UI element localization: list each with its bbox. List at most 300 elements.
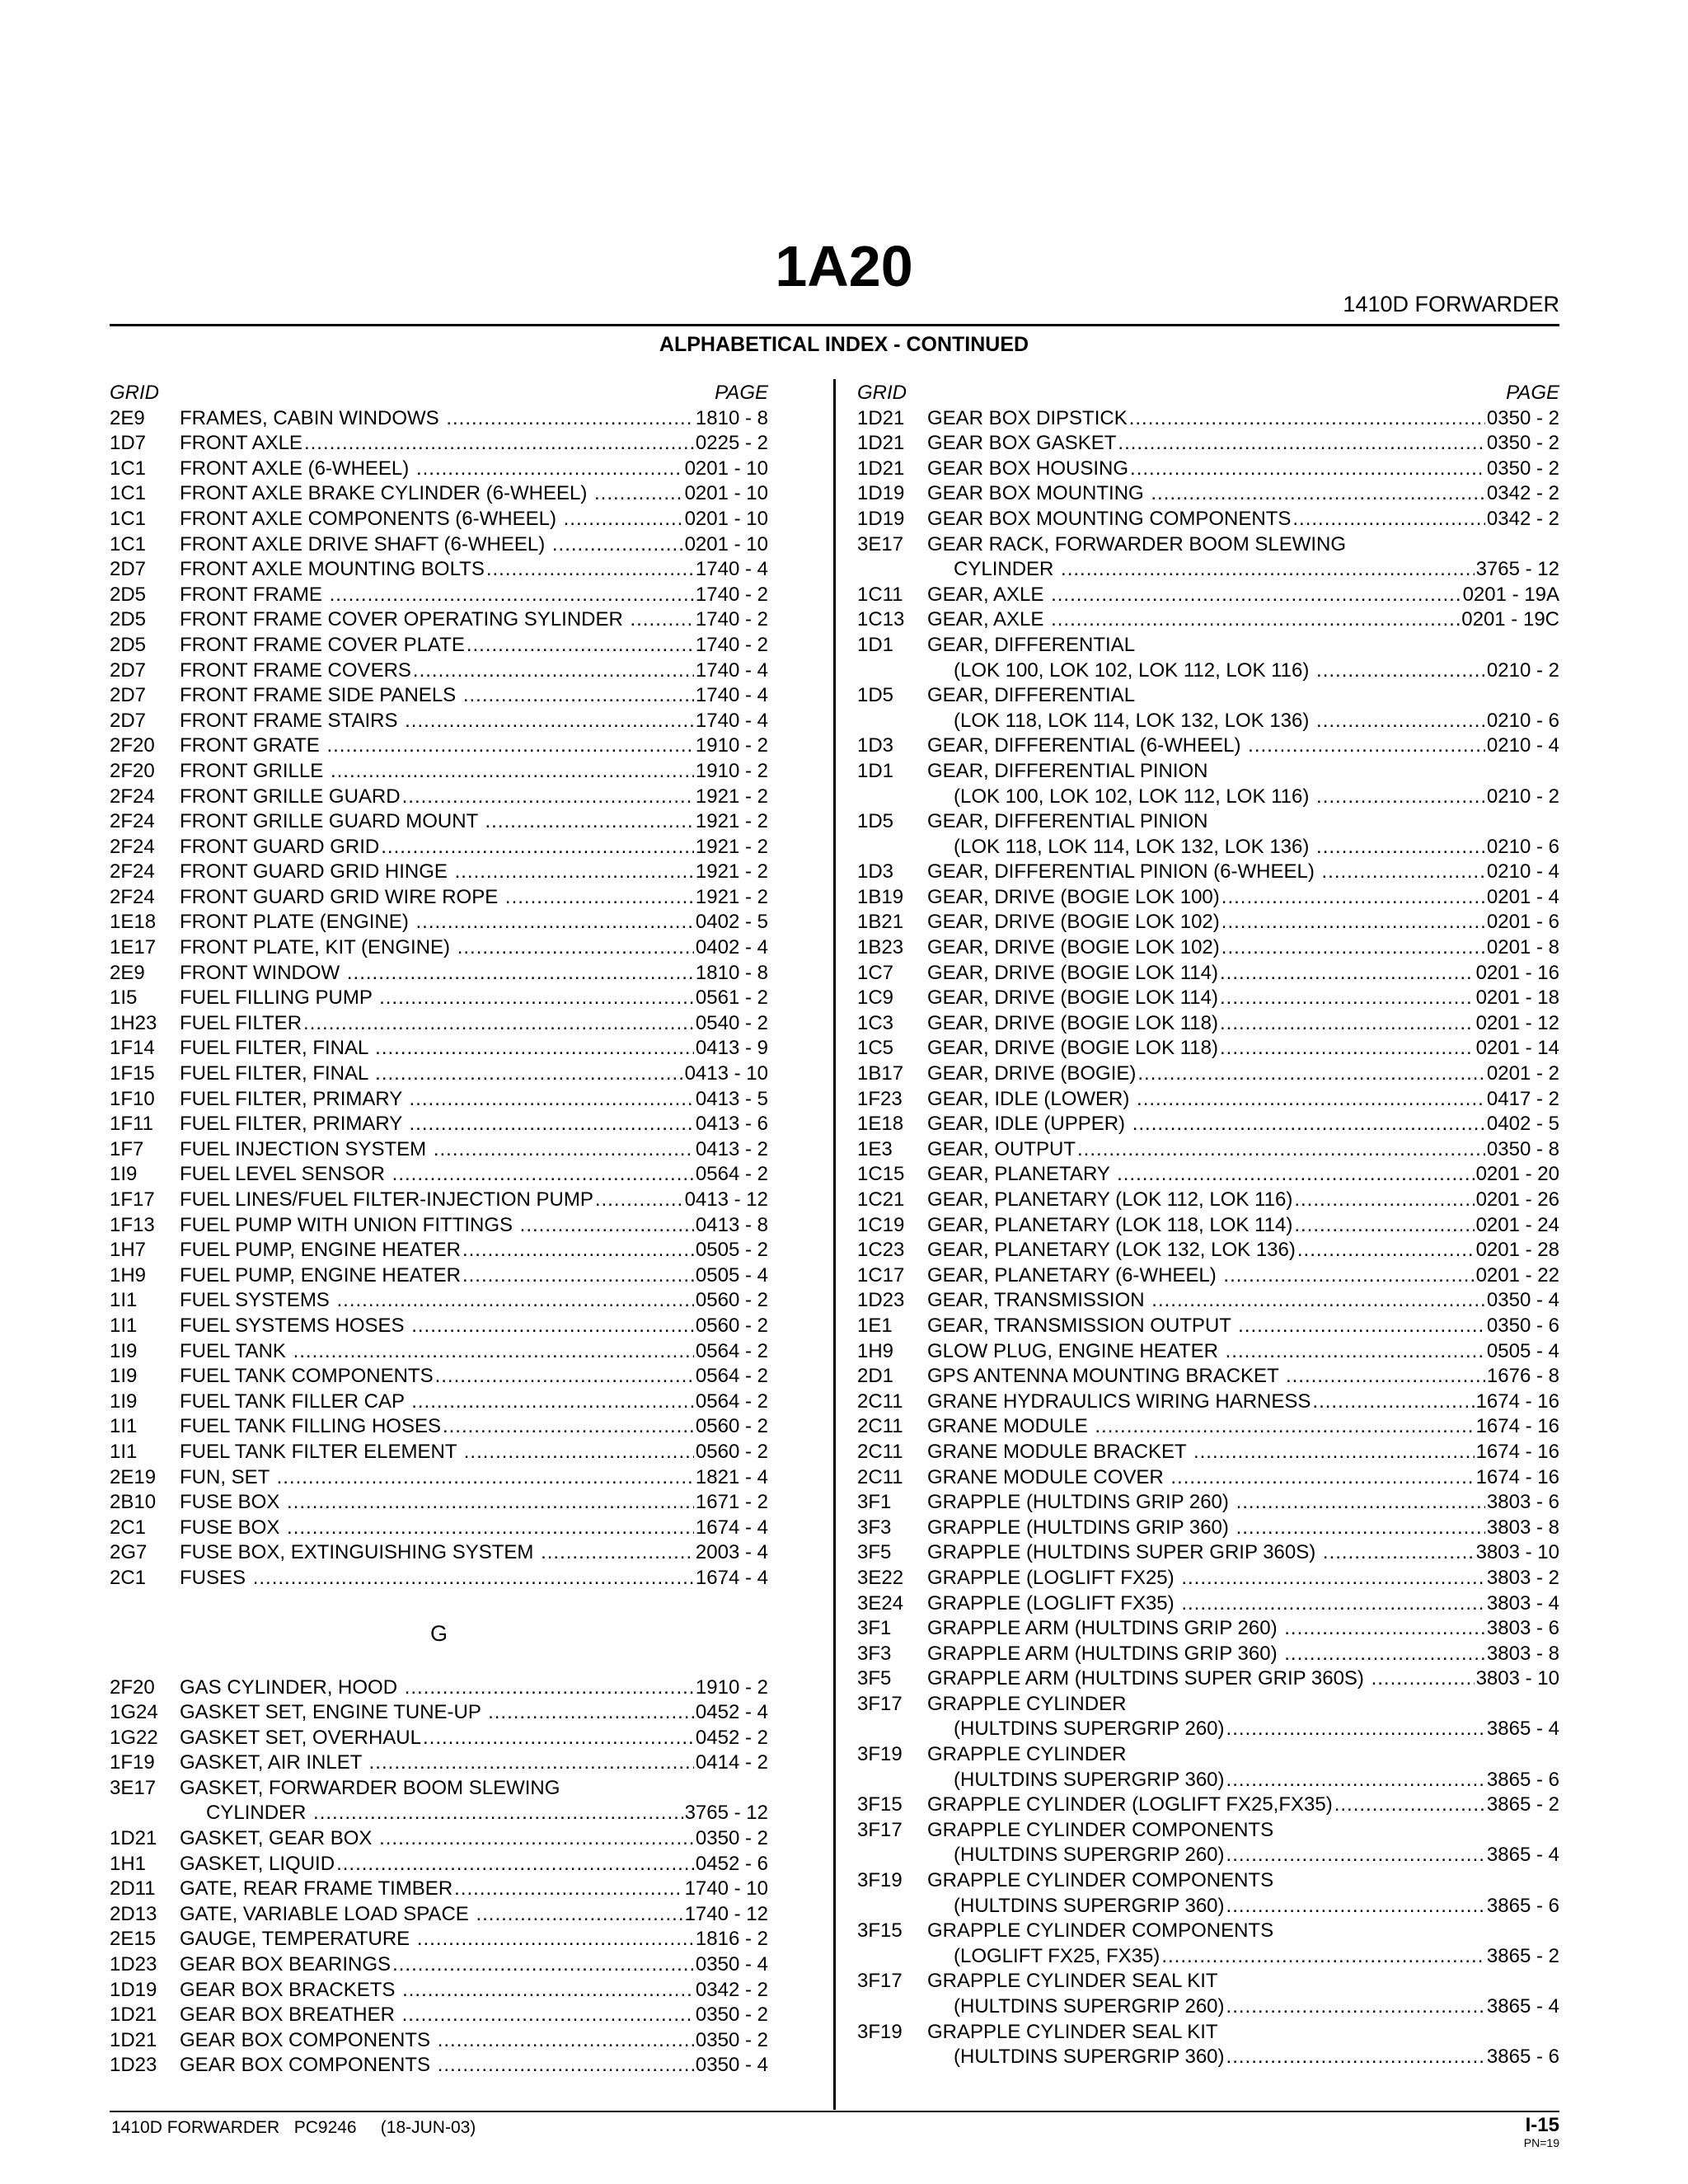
entry-description-wrap — [180, 2028, 696, 2054]
entry-description-wrap — [927, 1263, 1476, 1289]
entry-description: FRONT FRAME SIDE PANELS — [180, 684, 462, 707]
entry-description: GRAPPLE (LOGLIFT FX25) — [927, 1566, 1180, 1589]
entry-description-wrap — [180, 1087, 696, 1113]
entry-description: FRONT AXLE MOUNTING BOLTS — [180, 558, 485, 581]
entry-description-wrap — [180, 1566, 696, 1591]
page-header: PAGE — [1506, 382, 1559, 404]
index-entry — [857, 481, 1559, 507]
page-ref: 0561 - 2 — [695, 987, 768, 1010]
index-entry — [110, 910, 768, 935]
entry-description: GRAPPLE CYLINDER — [927, 1743, 1127, 1766]
index-entry — [857, 507, 1559, 532]
dot-leader — [1161, 1944, 1485, 1970]
entry-description: FUEL FILTER, FINAL — [180, 1037, 374, 1060]
index-entry — [857, 1843, 1559, 1868]
entry-description-wrap — [180, 1339, 696, 1365]
index-entry — [110, 1490, 768, 1516]
entry-description-wrap — [927, 785, 1487, 810]
dot-leader — [1117, 1162, 1474, 1188]
dot-leader — [1297, 1238, 1475, 1263]
grid-ref: 1E17 — [110, 936, 157, 959]
dot-leader — [1118, 431, 1485, 457]
entry-description-wrap — [180, 1062, 685, 1087]
index-entry — [110, 431, 768, 457]
dot-leader — [1226, 1994, 1485, 2020]
entry-description-wrap — [927, 457, 1487, 482]
page-ref: 3865 - 2 — [1486, 1944, 1559, 1967]
index-entry — [857, 1616, 1559, 1642]
entry-description: FUEL LEVEL SENSOR — [180, 1163, 391, 1186]
entry-description: GEAR BOX COMPONENTS — [180, 2054, 436, 2077]
entry-description-wrap — [180, 406, 696, 432]
dot-leader — [1220, 1011, 1475, 1037]
grid-ref: 1F19 — [110, 1751, 155, 1774]
index-entry — [110, 1137, 768, 1163]
entry-description-wrap — [927, 1238, 1476, 1263]
entry-description: FUEL TANK FILTER ELEMENT — [180, 1440, 462, 1463]
entry-description-wrap — [180, 1213, 696, 1239]
grid-ref: 2E15 — [110, 1928, 157, 1951]
dot-leader — [1286, 1364, 1485, 1390]
dot-leader — [455, 860, 694, 885]
grid-ref: 2D11 — [110, 1877, 156, 1900]
entry-description: CYLINDER — [206, 1802, 312, 1825]
entry-description: FRONT AXLE (6-WHEEL) — [180, 457, 415, 480]
page-ref: 3803 - 6 — [1486, 1491, 1559, 1514]
dot-leader — [303, 1011, 694, 1037]
grid-ref: 1D23 — [857, 1289, 905, 1312]
grid-ref: 3E17 — [857, 532, 904, 555]
entry-description: (HULTDINS SUPERGRIP 360) — [954, 1768, 1225, 1791]
index-entry — [110, 1188, 768, 1213]
page-ref: 0560 - 2 — [695, 1440, 768, 1463]
entry-description-wrap — [180, 986, 696, 1011]
index-entry — [110, 1162, 768, 1188]
entry-description: GRAPPLE ARM (HULTDINS SUPER GRIP 360S) — [927, 1667, 1370, 1690]
dot-leader — [520, 1213, 694, 1239]
dot-leader — [1151, 1288, 1485, 1314]
entry-description: GASKET SET, OVERHAUL — [180, 1726, 421, 1749]
entry-description: GASKET, AIR INLET — [180, 1751, 368, 1774]
dot-leader — [1316, 658, 1485, 684]
entry-description-wrap — [927, 1616, 1487, 1642]
grid-ref: 1C15 — [857, 1163, 905, 1186]
dot-leader — [1226, 1768, 1485, 1793]
dot-leader — [1236, 1516, 1485, 1541]
grid-ref: 1B23 — [857, 936, 904, 959]
entry-description: (HULTDINS SUPERGRIP 360) — [954, 1894, 1225, 1917]
index-entry — [110, 583, 768, 608]
index-entry — [857, 961, 1559, 987]
page-ref: 1740 - 10 — [684, 1877, 768, 1900]
page-ref: 0350 - 2 — [1486, 406, 1559, 429]
dot-leader — [564, 507, 683, 532]
index-entry — [857, 1036, 1559, 1062]
page-ref: 0560 - 2 — [695, 1314, 768, 1337]
entry-description-wrap — [927, 1717, 1487, 1742]
index-entry — [110, 1087, 768, 1113]
dot-leader — [293, 1339, 694, 1365]
index-entry — [110, 2028, 768, 2054]
grid-ref: 1F14 — [110, 1037, 155, 1060]
section-title: ALPHABETICAL INDEX - CONTINUED — [659, 333, 1029, 356]
index-entry — [110, 1927, 768, 1952]
page-ref: 0201 - 19C — [1461, 608, 1559, 631]
page-ref: 0201 - 14 — [1475, 1037, 1559, 1060]
index-entry — [110, 1826, 768, 1852]
footer-page-number: I-15 — [1525, 2114, 1559, 2136]
entry-description: (LOK 118, LOK 114, LOK 132, LOK 136) — [954, 709, 1315, 732]
index-entry — [110, 1852, 768, 1877]
grid-ref: 1D19 — [857, 482, 905, 505]
grid-ref: 3F17 — [857, 1818, 903, 1841]
entry-description: FRONT PLATE, KIT (ENGINE) — [180, 936, 456, 959]
entry-description-wrap — [927, 406, 1487, 432]
entry-description: FRONT FRAME — [180, 583, 328, 606]
page-ref: 0201 - 10 — [684, 457, 768, 480]
entry-description-wrap — [180, 1364, 696, 1390]
entry-description-wrap — [927, 1994, 1487, 2020]
page-ref: 0210 - 2 — [1486, 785, 1559, 808]
entry-description-wrap — [180, 1750, 696, 1776]
entry-description-wrap — [180, 607, 696, 633]
index-entry — [110, 1952, 768, 1978]
entry-description-wrap — [927, 1364, 1487, 1390]
dot-leader — [1220, 1036, 1475, 1062]
grid-ref: 1C9 — [857, 987, 894, 1010]
index-entry — [110, 1364, 768, 1390]
index-entry — [857, 1238, 1559, 1263]
dot-leader — [417, 1927, 694, 1952]
grid-ref: 3F1 — [857, 1617, 892, 1640]
dot-leader — [413, 658, 694, 684]
page-ref: 0560 - 2 — [695, 1415, 768, 1438]
entry-description-wrap — [180, 583, 696, 608]
grid-ref: 1D3 — [857, 734, 894, 757]
machine-name: 1410D FORWARDER — [1343, 292, 1559, 316]
dot-leader — [1226, 2045, 1485, 2070]
entry-description-wrap — [927, 809, 1559, 835]
entry-description: (HULTDINS SUPERGRIP 360) — [954, 2046, 1225, 2069]
entry-description: GEAR, IDLE (LOWER) — [927, 1087, 1136, 1110]
index-entry — [110, 658, 768, 684]
dot-leader — [405, 709, 694, 734]
entry-description-wrap — [180, 1927, 696, 1952]
entry-description-wrap — [927, 1666, 1476, 1692]
grid-ref: 3F15 — [857, 1793, 903, 1816]
page-ref: 0402 - 5 — [695, 911, 768, 934]
page-ref: 0564 - 2 — [695, 1390, 768, 1413]
grid-ref: 2E19 — [110, 1465, 157, 1488]
grid-ref: 2E9 — [110, 406, 145, 429]
page-ref: 3803 - 8 — [1486, 1516, 1559, 1539]
entry-description: GEAR, DIFFERENTIAL PINION (6-WHEEL) — [927, 860, 1320, 883]
entry-description: GRANE HYDRAULICS WIRING HARNESS — [927, 1390, 1311, 1413]
dot-leader — [1236, 1490, 1485, 1516]
grid-ref: 1F23 — [857, 1087, 903, 1110]
entry-description-wrap — [927, 1894, 1487, 1919]
page-ref: 0201 - 10 — [684, 532, 768, 555]
entry-description-wrap — [927, 910, 1487, 935]
index-entry — [857, 1666, 1559, 1692]
entry-description-wrap — [927, 1944, 1487, 1970]
entry-description-wrap — [180, 1414, 696, 1440]
entry-description-wrap — [180, 1036, 696, 1062]
dot-leader — [375, 1062, 682, 1087]
grid-ref: 2F24 — [110, 885, 155, 908]
grid-ref: 1C19 — [857, 1213, 905, 1236]
entry-description-wrap — [927, 961, 1476, 987]
index-entry — [110, 1566, 768, 1591]
grid-ref: 1E1 — [857, 1314, 893, 1337]
page-ref: 0201 - 2 — [1486, 1062, 1559, 1085]
entry-description-wrap — [180, 457, 685, 482]
entry-description-wrap — [180, 860, 696, 885]
dot-leader — [411, 1314, 694, 1339]
index-entry — [857, 1944, 1559, 1970]
index-entry — [857, 835, 1559, 860]
dot-leader — [287, 1516, 694, 1541]
dot-leader — [1248, 733, 1485, 759]
entry-description: GATE, REAR FRAME TIMBER — [180, 1877, 453, 1900]
index-entry — [110, 961, 768, 987]
grid-ref: 1I9 — [110, 1365, 138, 1388]
entry-description-wrap — [180, 683, 696, 709]
dot-leader — [1221, 935, 1485, 961]
entry-description: GRAPPLE CYLINDER COMPONENTS — [927, 1869, 1274, 1892]
index-entry — [110, 1776, 768, 1802]
entry-description: GEAR, PLANETARY (LOK 132, LOK 136) — [927, 1239, 1296, 1262]
page-ref: 3865 - 4 — [1486, 1995, 1559, 2018]
grid-ref: 2C11 — [857, 1415, 903, 1438]
dot-leader — [541, 1540, 694, 1566]
entry-description-wrap — [927, 733, 1487, 759]
index-entry — [110, 607, 768, 633]
page-ref: 1740 - 2 — [695, 633, 768, 656]
index-entry — [110, 507, 768, 532]
dot-leader — [457, 935, 694, 961]
entry-description: GRANE MODULE BRACKET — [927, 1440, 1192, 1463]
page-ref: 0413 - 12 — [684, 1188, 768, 1211]
entry-description-wrap — [927, 1465, 1476, 1491]
page-ref: 0210 - 6 — [1486, 835, 1559, 858]
entry-description-wrap — [927, 683, 1559, 709]
grid-ref: 2F24 — [110, 835, 155, 858]
entry-description-wrap — [180, 1288, 696, 1314]
page-ref: 0201 - 28 — [1475, 1239, 1559, 1262]
index-entry — [110, 1011, 768, 1037]
page-ref: 0342 - 2 — [1486, 482, 1559, 505]
page-ref: 3803 - 6 — [1486, 1617, 1559, 1640]
entry-description: FRONT AXLE DRIVE SHAFT (6-WHEEL) — [180, 532, 551, 555]
entry-description-wrap — [927, 532, 1559, 558]
entry-description-wrap — [927, 1414, 1476, 1440]
entry-description-wrap — [180, 1238, 696, 1263]
index-entry — [857, 733, 1559, 759]
page-ref: 0201 - 10 — [684, 507, 768, 530]
entry-description: GEAR BOX BRACKETS — [180, 1978, 401, 2001]
grid-ref: 1I1 — [110, 1289, 138, 1312]
grid-ref: 1D23 — [110, 2054, 157, 2077]
index-entry — [110, 1390, 768, 1415]
entry-description: GEAR, DRIVE (BOGIE LOK 118) — [927, 1011, 1218, 1034]
grid-ref: 3E17 — [110, 1776, 157, 1799]
entry-description-wrap — [927, 1742, 1559, 1768]
dot-leader — [1130, 457, 1485, 482]
page-ref: 1674 - 16 — [1475, 1415, 1559, 1438]
entry-description: GEAR, DIFFERENTIAL — [927, 633, 1136, 656]
entry-description-wrap — [180, 1952, 696, 1978]
entry-description: GRAPPLE ARM (HULTDINS GRIP 360) — [927, 1642, 1283, 1665]
dot-leader — [1292, 507, 1485, 532]
entry-description: GAS CYLINDER, HOOD — [180, 1675, 403, 1699]
grid-ref: 2E9 — [110, 961, 145, 984]
page-ref: 0201 - 24 — [1475, 1213, 1559, 1236]
entry-description-wrap — [180, 1852, 696, 1877]
dot-leader — [1220, 986, 1475, 1011]
entry-description: FRONT GUARD GRID WIRE ROPE — [180, 885, 504, 908]
page-ref: 1910 - 2 — [695, 1675, 768, 1699]
dot-leader — [594, 481, 683, 507]
page-ref: 1810 - 8 — [695, 406, 768, 429]
entry-description-wrap — [927, 2045, 1487, 2070]
dot-leader — [287, 1490, 694, 1516]
page-ref: 0402 - 5 — [1486, 1113, 1559, 1136]
index-entry — [857, 1188, 1559, 1213]
entry-description: FRONT AXLE COMPONENTS (6-WHEEL) — [180, 507, 562, 530]
grid-ref: 1E3 — [857, 1137, 893, 1160]
index-entry — [110, 1726, 768, 1751]
index-entry — [857, 1868, 1559, 1894]
index-entry — [857, 885, 1559, 911]
entry-description-wrap — [180, 733, 696, 759]
grid-ref: 1D21 — [857, 432, 905, 455]
dot-leader — [1372, 1666, 1475, 1692]
grid-ref: 3F15 — [857, 1919, 903, 1943]
entry-description: GEAR, DIFFERENTIAL — [927, 684, 1136, 707]
page-ref: 0414 - 2 — [695, 1751, 768, 1774]
entry-description: FUEL PUMP, ENGINE HEATER — [180, 1263, 461, 1286]
grid-ref: 3F3 — [857, 1516, 892, 1539]
page-ref: 0201 - 20 — [1475, 1163, 1559, 1186]
index-entry — [857, 1894, 1559, 1919]
index-entry — [110, 1902, 768, 1928]
entry-description: GEAR, DRIVE (BOGIE) — [927, 1062, 1137, 1085]
entry-description: FUEL SYSTEMS — [180, 1289, 335, 1312]
dot-leader — [438, 2053, 694, 2079]
entry-description-wrap — [180, 885, 696, 911]
grid-ref: 1C1 — [110, 482, 147, 505]
entry-description-wrap — [927, 1818, 1559, 1844]
entry-description-wrap — [180, 1162, 696, 1188]
page-ref: 3765 - 12 — [1475, 558, 1559, 581]
dot-leader — [410, 1112, 694, 1137]
entry-description-wrap — [180, 935, 696, 961]
dot-leader — [595, 1188, 683, 1213]
entry-description-wrap — [180, 2053, 696, 2079]
entry-description: FUEL TANK COMPONENTS — [180, 1365, 434, 1388]
index-entry — [857, 1818, 1559, 1844]
grid-ref: 1C1 — [110, 507, 147, 530]
entry-description: FUEL SYSTEMS HOSES — [180, 1314, 410, 1337]
index-entry — [110, 1263, 768, 1289]
entry-description-wrap — [927, 835, 1487, 860]
entry-description: GRAPPLE CYLINDER COMPONENTS — [927, 1818, 1274, 1841]
entry-description-wrap — [927, 1843, 1487, 1868]
index-entry — [110, 1238, 768, 1263]
entry-description-wrap — [180, 785, 696, 810]
index-entry — [857, 910, 1559, 935]
dot-leader — [331, 759, 694, 785]
entry-description: FUEL PUMP, ENGINE HEATER — [180, 1239, 461, 1262]
index-entry — [857, 935, 1559, 961]
page-header: PAGE — [715, 382, 768, 404]
index-entry — [857, 785, 1559, 810]
grid-ref: 1H7 — [110, 1239, 147, 1262]
grid-ref: 1D5 — [857, 684, 894, 707]
index-entry — [857, 683, 1559, 709]
page-ref: 0413 - 8 — [695, 1213, 768, 1236]
grid-ref: 2F20 — [110, 759, 155, 782]
dot-leader — [463, 683, 694, 709]
dot-leader — [1223, 1263, 1474, 1289]
index-entry — [110, 935, 768, 961]
index-entry — [857, 658, 1559, 684]
index-entry — [857, 1062, 1559, 1087]
footer-pn: PN=19 — [1523, 2136, 1559, 2149]
entry-description-wrap — [927, 709, 1487, 734]
dot-leader — [1095, 1414, 1474, 1440]
entry-description: (LOK 100, LOK 102, LOK 112, LOK 116) — [954, 785, 1315, 808]
entry-description: GASKET SET, ENGINE TUNE-UP — [180, 1701, 487, 1724]
page-ref: 0417 - 2 — [1486, 1087, 1559, 1110]
entry-description: FRONT FRAME STAIRS — [180, 709, 404, 732]
grid-ref: 1D21 — [857, 457, 905, 480]
grid-ref: 1I9 — [110, 1339, 138, 1362]
entry-description-wrap — [927, 1314, 1487, 1339]
dot-leader — [1312, 1390, 1474, 1415]
grid-ref: 3F19 — [857, 1743, 903, 1766]
index-entry — [857, 557, 1559, 583]
page-ref: 0350 - 2 — [1486, 457, 1559, 480]
dot-leader — [326, 733, 693, 759]
dot-leader — [375, 1036, 694, 1062]
index-entry — [857, 1591, 1559, 1617]
grid-ref: 1H23 — [110, 1011, 157, 1034]
index-entry — [110, 633, 768, 658]
page-ref: 0564 - 2 — [695, 1163, 768, 1186]
entry-description-wrap — [180, 431, 696, 457]
index-entry — [110, 1112, 768, 1137]
dot-leader — [410, 1087, 694, 1113]
page-ref: 0413 - 6 — [695, 1113, 768, 1136]
dot-leader — [631, 607, 694, 633]
entry-description: FUEL TANK FILLER CAP — [180, 1390, 410, 1413]
entry-description: GEAR, DRIVE (BOGIE LOK 102) — [927, 911, 1220, 934]
grid-ref: 1C1 — [110, 532, 147, 555]
page-ref: 1674 - 16 — [1475, 1390, 1559, 1413]
entry-description-wrap — [180, 633, 696, 658]
grid-ref: 3E22 — [857, 1566, 904, 1589]
entry-description: FUEL TANK FILLING HOSES — [180, 1415, 441, 1438]
dot-leader — [1323, 1540, 1475, 1566]
header-rule — [110, 324, 1559, 326]
entry-description-wrap — [180, 759, 696, 785]
page-ref: 3803 - 2 — [1486, 1566, 1559, 1589]
page-ref: 0201 - 16 — [1475, 961, 1559, 984]
dot-leader — [1181, 1591, 1485, 1617]
entry-description: GRANE MODULE — [927, 1415, 1094, 1438]
